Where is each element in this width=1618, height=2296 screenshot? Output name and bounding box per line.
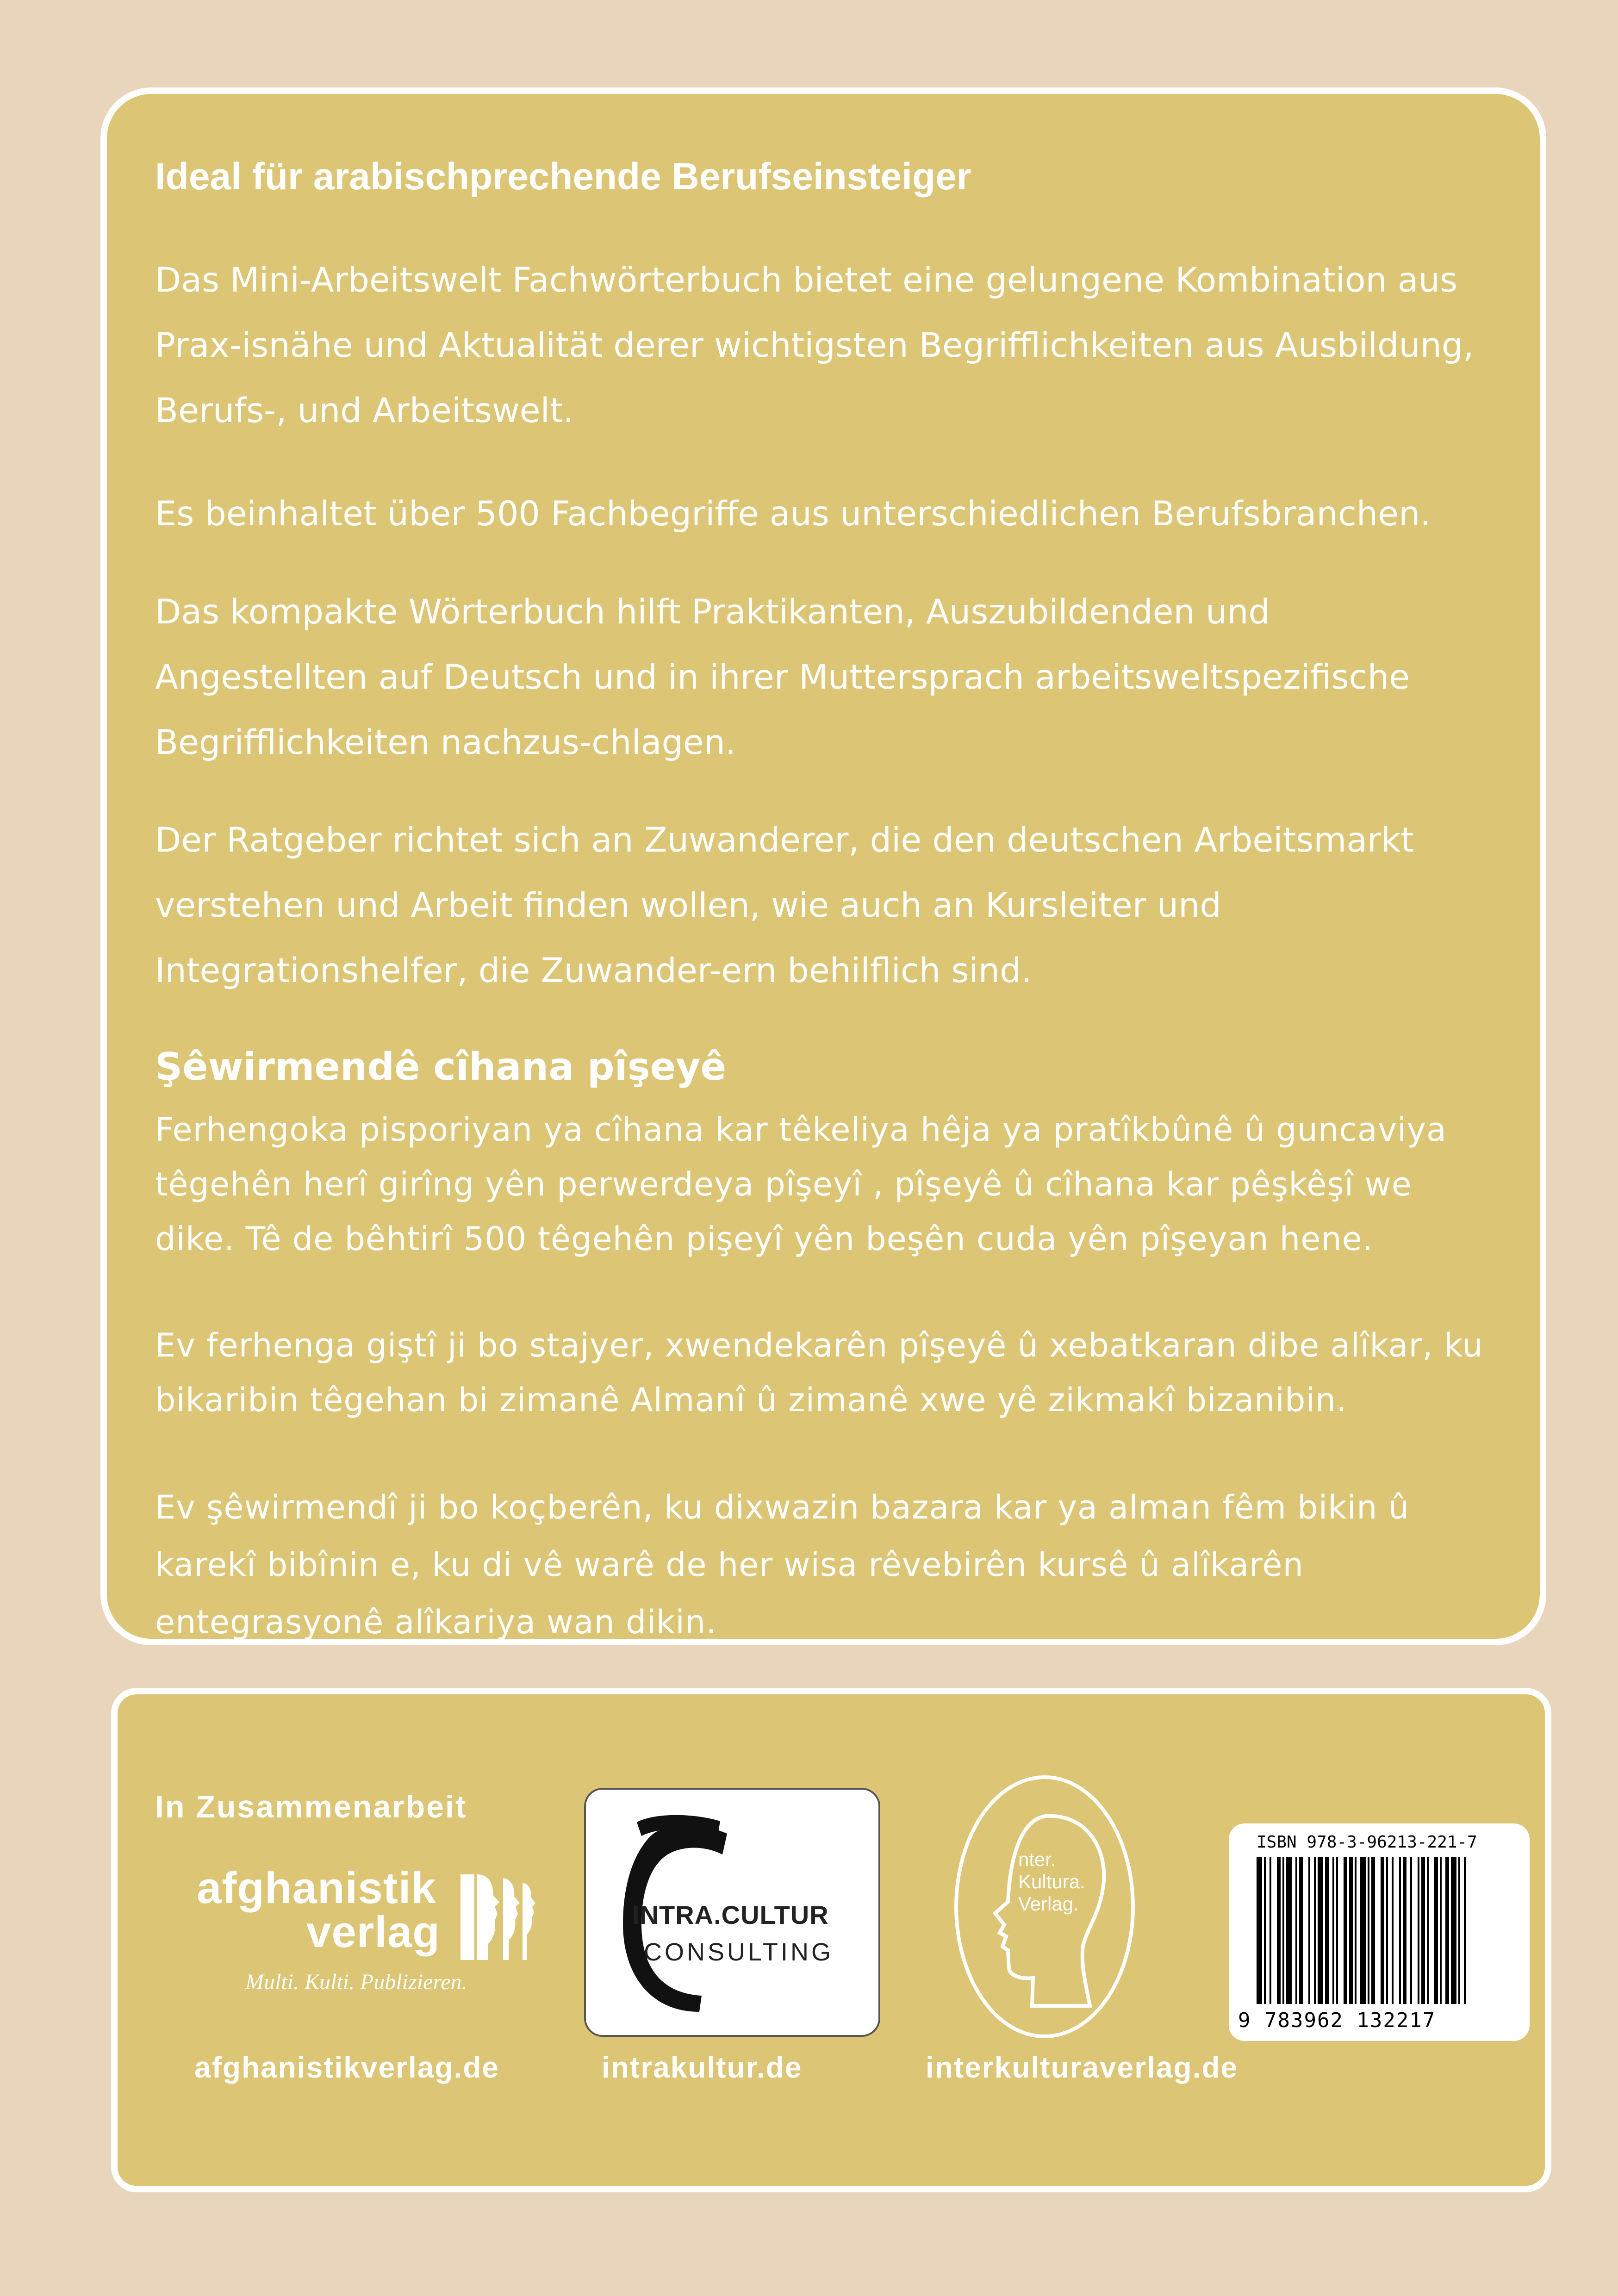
german-paragraph-2: Es beinhaltet über 500 Fachbegriffe aus unterschiedlichen Berufsbranchen. xyxy=(155,494,1431,534)
barcode-bar xyxy=(1410,1857,1412,2004)
barcode-bar xyxy=(1277,1857,1281,2004)
intra-consulting-text: CONSULTING xyxy=(644,1938,834,1966)
barcode-bar xyxy=(1332,1857,1334,2004)
kurdish-paragraph-2: Ev ferhenga giştî ji bo stajyer, xwendekarên pîşeyê û xebatkaran dibe alîkar, ku bikaribin têgehan bi zimanê Almanî û zimanê xwe yê zikmakî bizanibin. xyxy=(155,1326,1483,1419)
barcode-bar xyxy=(1381,1857,1384,2004)
interkultura-url[interactable]: interkulturaverlag.de xyxy=(926,2051,1238,2084)
barcode-bar xyxy=(1360,1857,1366,2004)
barcode-bar xyxy=(1336,1857,1338,2004)
intra-cultur-text: INTRA.CULTUR xyxy=(632,1900,829,1929)
collaboration-label: In Zusammenarbeit xyxy=(155,1789,467,1824)
barcode-bar xyxy=(1403,1857,1406,2004)
barcode-bar xyxy=(1399,1857,1401,2004)
german-paragraph-3: Das kompakte Wörterbuch hilft Praktikanten, Auszubildenden und Angestellten auf Deutsch und in ihrer Muttersprach arbeitsweltspezifische Begrifflichkeiten nachzus-chlagen. xyxy=(155,592,1410,762)
afghanistik-logo xyxy=(194,1863,546,2006)
barcode-bars xyxy=(1257,1857,1506,2010)
barcode-bar xyxy=(1325,1857,1329,2004)
interkultura-line1: nter. xyxy=(1018,1848,1056,1870)
barcode-bar xyxy=(1371,1857,1375,2004)
interkultura-line3: Verlag. xyxy=(1018,1893,1079,1915)
barcode-bar xyxy=(1418,1857,1419,2004)
barcode-bar xyxy=(1458,1857,1460,2004)
barcode-bar xyxy=(1286,1857,1292,2004)
barcode-bar xyxy=(1282,1857,1284,2004)
profiles-icon xyxy=(461,1870,539,1962)
barcode-bar xyxy=(1392,1857,1394,2004)
isbn-label: ISBN 978-3-96213-221-7 xyxy=(1257,1833,1477,1852)
barcode-bar xyxy=(1257,1857,1262,2004)
german-heading: Ideal für arabischprechende Berufseinsteiger xyxy=(155,156,971,198)
barcode-bar xyxy=(1421,1857,1425,2004)
afghanistik-name-line2: verlag xyxy=(306,1907,440,1957)
afghanistik-tagline: Multi. Kulti. Publizieren. xyxy=(245,1970,467,1994)
barcode-bar xyxy=(1355,1857,1357,2004)
barcode-bar xyxy=(1314,1857,1316,2004)
kurdish-paragraph-3: Ev şêwirmendî ji bo koçberên, ku dixwazin bazara kar ya alman fêm bikin û karekî bibînin e, ku di vê warê de her wisa rêvebirên kursê û alîkarên entegrasyonê alîkariya wan dikin. xyxy=(155,1488,1410,1641)
kurdish-paragraph-1: Ferhengoka pisporiyan ya cîhana kar têkeliya hêja ya pratîkbûnê û guncaviya têgehên herî girîng yên perwerdeya pîşeyî , pîşeyê û cîhana kar pêşkêşî we dike. Tê de bêhtirî 500 têgehên pişeyî yên beşên cuda yên pîşeyan hene. xyxy=(155,1111,1447,1258)
barcode-bar xyxy=(1445,1857,1449,2004)
barcode-bar xyxy=(1344,1857,1347,2004)
barcode-bar xyxy=(1451,1857,1456,2004)
isbn-digits: 9 783962 132217 xyxy=(1238,2009,1436,2032)
afghanistik-url[interactable]: afghanistikverlag.de xyxy=(194,2051,499,2084)
german-paragraph-4: Der Ratgeber richtet sich an Zuwanderer, die den deutschen Arbeitsmarkt verstehen und Arbeit finden wollen, wie auch an Kursleiter und Integrationshelfer, die Zuwander-ern behilflich sind. xyxy=(155,821,1414,990)
afghanistik-name-line1: afghanistik xyxy=(197,1863,436,1913)
interkultura-line2: Kultura. xyxy=(1018,1871,1085,1892)
barcode-bar xyxy=(1295,1857,1297,2004)
intrakultur-url[interactable]: intrakultur.de xyxy=(602,2051,803,2084)
barcode-bar xyxy=(1349,1857,1353,2004)
intra-cultur-logo xyxy=(584,1788,880,2037)
isbn-barcode xyxy=(1229,1823,1530,2041)
german-paragraph-1: Das Mini-Arbeitswelt Fachwörterbuch bietet eine gelungene Kombination aus Prax-isnähe und Aktualität derer wichtigsten Begrifflichkeiten aus Ausbildung, Berufs-, und Arbeitswelt. xyxy=(155,261,1474,430)
barcode-bar xyxy=(1299,1857,1303,2004)
barcode-bar xyxy=(1270,1857,1271,2004)
interkultura-logo xyxy=(954,1775,1135,2038)
barcode-bar xyxy=(1264,1857,1266,2004)
barcode-bar xyxy=(1318,1857,1323,2004)
barcode-bar xyxy=(1427,1857,1429,2004)
kurdish-heading: Şêwirmendê cîhana pîşeyê xyxy=(155,1045,727,1089)
barcode-bar xyxy=(1386,1857,1388,2004)
barcode-bar xyxy=(1434,1857,1438,2004)
barcode-bar xyxy=(1440,1857,1442,2004)
barcode-bar xyxy=(1368,1857,1369,2004)
barcode-bar xyxy=(1464,1857,1466,2004)
barcode-bar xyxy=(1308,1857,1310,2004)
